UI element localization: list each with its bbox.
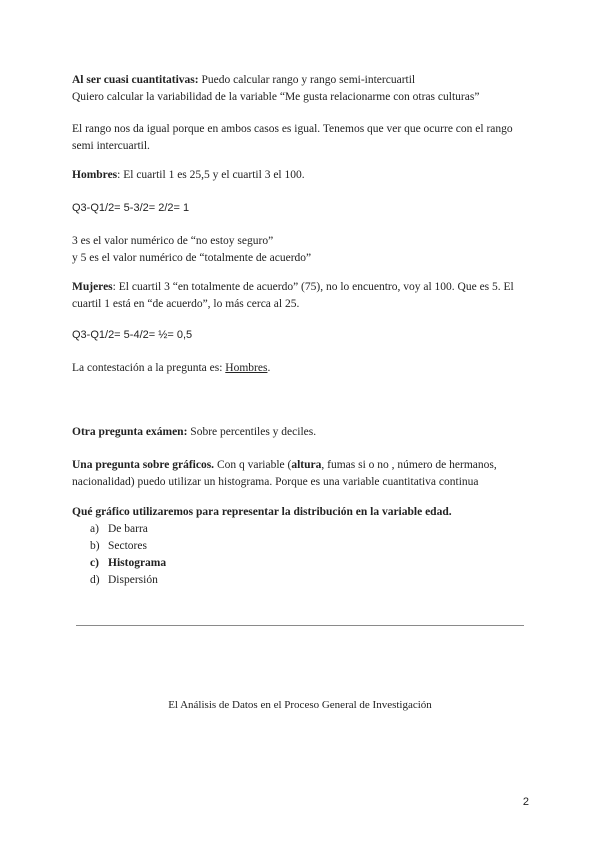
option-marker: d) xyxy=(90,574,100,586)
question-title xyxy=(72,504,532,521)
option-marker: c) xyxy=(90,557,99,569)
mujeres-text: : El cuartil 3 “en totalmente de acuerdo” (75), no lo encuentro, voy al 100. Que es 5. El cuartil 1 está en “de acuerdo”, lo más cerca al 25. xyxy=(72,281,514,310)
question-title-text: Qué gráfico utilizaremos para representar la distribución en la variable edad. xyxy=(72,506,452,518)
values-line-2: y 5 es el valor numérico de “totalmente de acuerdo” xyxy=(72,252,312,264)
otra-pregunta-text: Sobre percentiles y deciles. xyxy=(187,426,317,438)
answer-suffix: . xyxy=(267,362,271,374)
option-a xyxy=(72,521,532,538)
footer-title: El Análisis de Datos en el Proceso General de Investigación xyxy=(168,699,432,711)
hombres-label: Hombres xyxy=(72,169,118,181)
otra-pregunta-paragraph xyxy=(72,424,532,441)
formula-hombres: Q3-Q1/2= 5-3/2= 2/2= 1 xyxy=(72,202,190,214)
values-line-1: 3 es el valor numérico de “no estoy seguro” xyxy=(72,235,274,247)
mujeres-label: Mujeres xyxy=(72,281,113,293)
graficos-text-a: Con q variable ( xyxy=(214,459,292,471)
intro-bold-lead: Al ser cuasi cuantitativas: xyxy=(72,74,199,86)
graficos-paragraph xyxy=(72,457,532,491)
rango-paragraph: El rango nos da igual porque en ambos casos es igual. Tenemos que ver que ocurre con el rango semi intercuartil. xyxy=(72,123,513,152)
option-c xyxy=(72,555,532,572)
option-label: Dispersión xyxy=(108,574,158,586)
intro-lead-text: Puedo calcular rango y rango semi-intercuartil xyxy=(198,74,416,86)
intro-line-1 xyxy=(72,72,532,89)
answer-value: Hombres xyxy=(225,362,268,374)
intro-paragraph xyxy=(72,72,532,106)
option-label: Sectores xyxy=(108,540,147,552)
mujeres-paragraph xyxy=(72,279,532,313)
question-block xyxy=(72,504,532,589)
formula-mujeres: Q3-Q1/2= 5-4/2= ½= 0,5 xyxy=(72,329,193,341)
otra-pregunta-bold: Otra pregunta exámen: xyxy=(72,426,188,438)
values-paragraph xyxy=(72,233,532,267)
option-marker: a) xyxy=(90,523,99,535)
intro-line-2: Quiero calcular la variabilidad de la variable “Me gusta relacionarme con otras culturas” xyxy=(72,91,480,103)
option-marker: b) xyxy=(90,540,100,552)
option-b xyxy=(72,538,532,555)
option-label: Histograma xyxy=(108,557,167,569)
page-number: 2 xyxy=(522,796,529,808)
hombres-paragraph xyxy=(72,167,532,184)
graficos-bold: Una pregunta sobre gráficos. xyxy=(72,459,215,471)
hombres-text: : El cuartil 1 es 25,5 y el cuartil 3 el 100. xyxy=(117,169,305,181)
graficos-bold-altura: altura xyxy=(291,459,322,471)
option-label: De barra xyxy=(108,523,148,535)
answer-prefix: La contestación a la pregunta es: xyxy=(72,362,226,374)
option-d xyxy=(72,572,532,589)
graficos-text-b: , fumas si o no , número de hermanos, nacionalidad) puedo utilizar un histograma. Porque es una variable cuantitativa continua xyxy=(72,459,497,488)
answer-paragraph xyxy=(72,360,532,377)
footer-divider xyxy=(76,625,524,626)
options-list xyxy=(72,521,532,589)
